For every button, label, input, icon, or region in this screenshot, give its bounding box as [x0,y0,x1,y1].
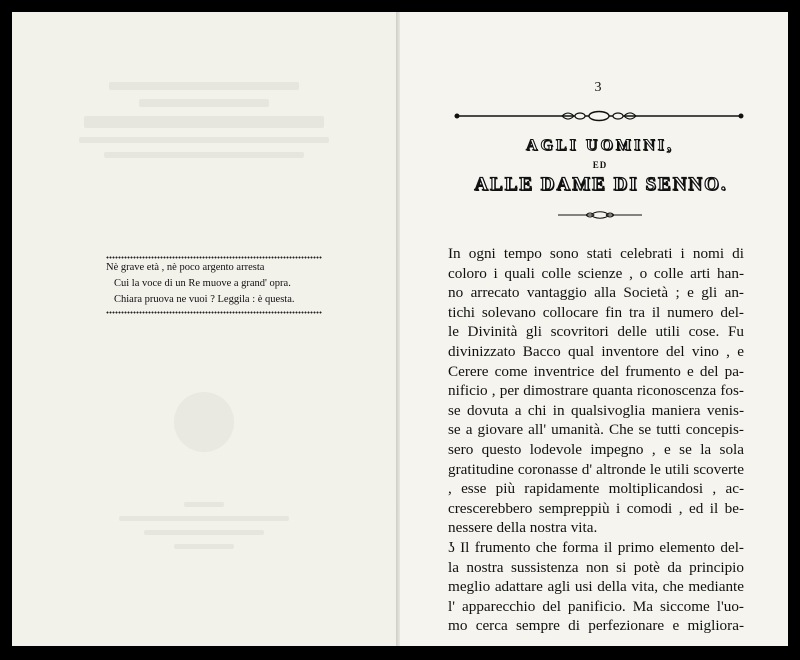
text-line: , esse più rapidamente moltiplicandosi , ac- [448,480,744,498]
epigraph [106,255,322,315]
epigraph-line: Cui la voce di un Re muove a grand' opra. [114,278,291,289]
text-line: l' apparecchio del panificio. Ma siccome l'uo- [448,597,744,615]
text-line: ʖ Il frumento che forma il primo elemento del- [448,538,744,556]
text-line: gratitudine coronasse d' altronde le utili scoverte [448,460,744,478]
dotted-rule-bottom [106,310,322,315]
text-line: se dovuta a chi in qualsivoglia maniera venis- [448,401,744,419]
left-page [12,12,396,646]
ornamental-rule [454,108,744,124]
text-line: le Divinità gli scovritori delle utili cose. Fu [448,323,744,341]
small-ornament [558,210,642,220]
heading-connector: ED [592,160,608,170]
text-line: Cerere come inventrice del frumento e del pa- [448,362,744,380]
text-line: se a giovare all' umanità. Che se tutti concepis- [448,421,744,439]
text-line: crescerebbero sempreppiù i comodi , ed il be- [448,499,744,517]
text-line: nificio , per dimostrare quanta riconoscenza fos- [448,382,744,400]
text-line: In ogni tempo sono stati celebrati i nomi di [448,245,744,262]
text-line: no arrecato vantaggio alla Società ; e gli an- [448,284,744,302]
show-through-imprint [12,502,396,558]
heading-line-2: ALLE DAME DI SENNO. [474,174,728,195]
text-line: coloro i quali colle scienze , o colle arti han- [448,264,744,282]
body-text [448,244,744,636]
show-through-emblem [12,392,396,452]
epigraph-line: Nè grave età , nè poco argento arresta [106,262,265,273]
show-through [12,82,396,167]
epigraph-line: Chiara pruova ne vuoi ? Leggila : è questa. [114,294,295,305]
page-number: 3 [594,80,602,95]
text-line: sero questo lodevole impegno , e se la sola [448,440,744,458]
text-line: mo cerca sempre di perfezionare e migliora- [448,617,744,635]
text-line: meglio adattare agli usi della vita, che mediante [448,578,744,596]
text-line: nessere della nostra vita. [448,519,598,537]
text-line: tichi solevano collocare fin tra il numero del- [448,303,744,321]
text-line: divinizzato Bacco qual inventore del vino , e [448,342,744,360]
text-line: la nostra sussistenza non si potè da principio [448,558,744,576]
heading-line-1: AGLI UOMINI, [525,137,674,154]
